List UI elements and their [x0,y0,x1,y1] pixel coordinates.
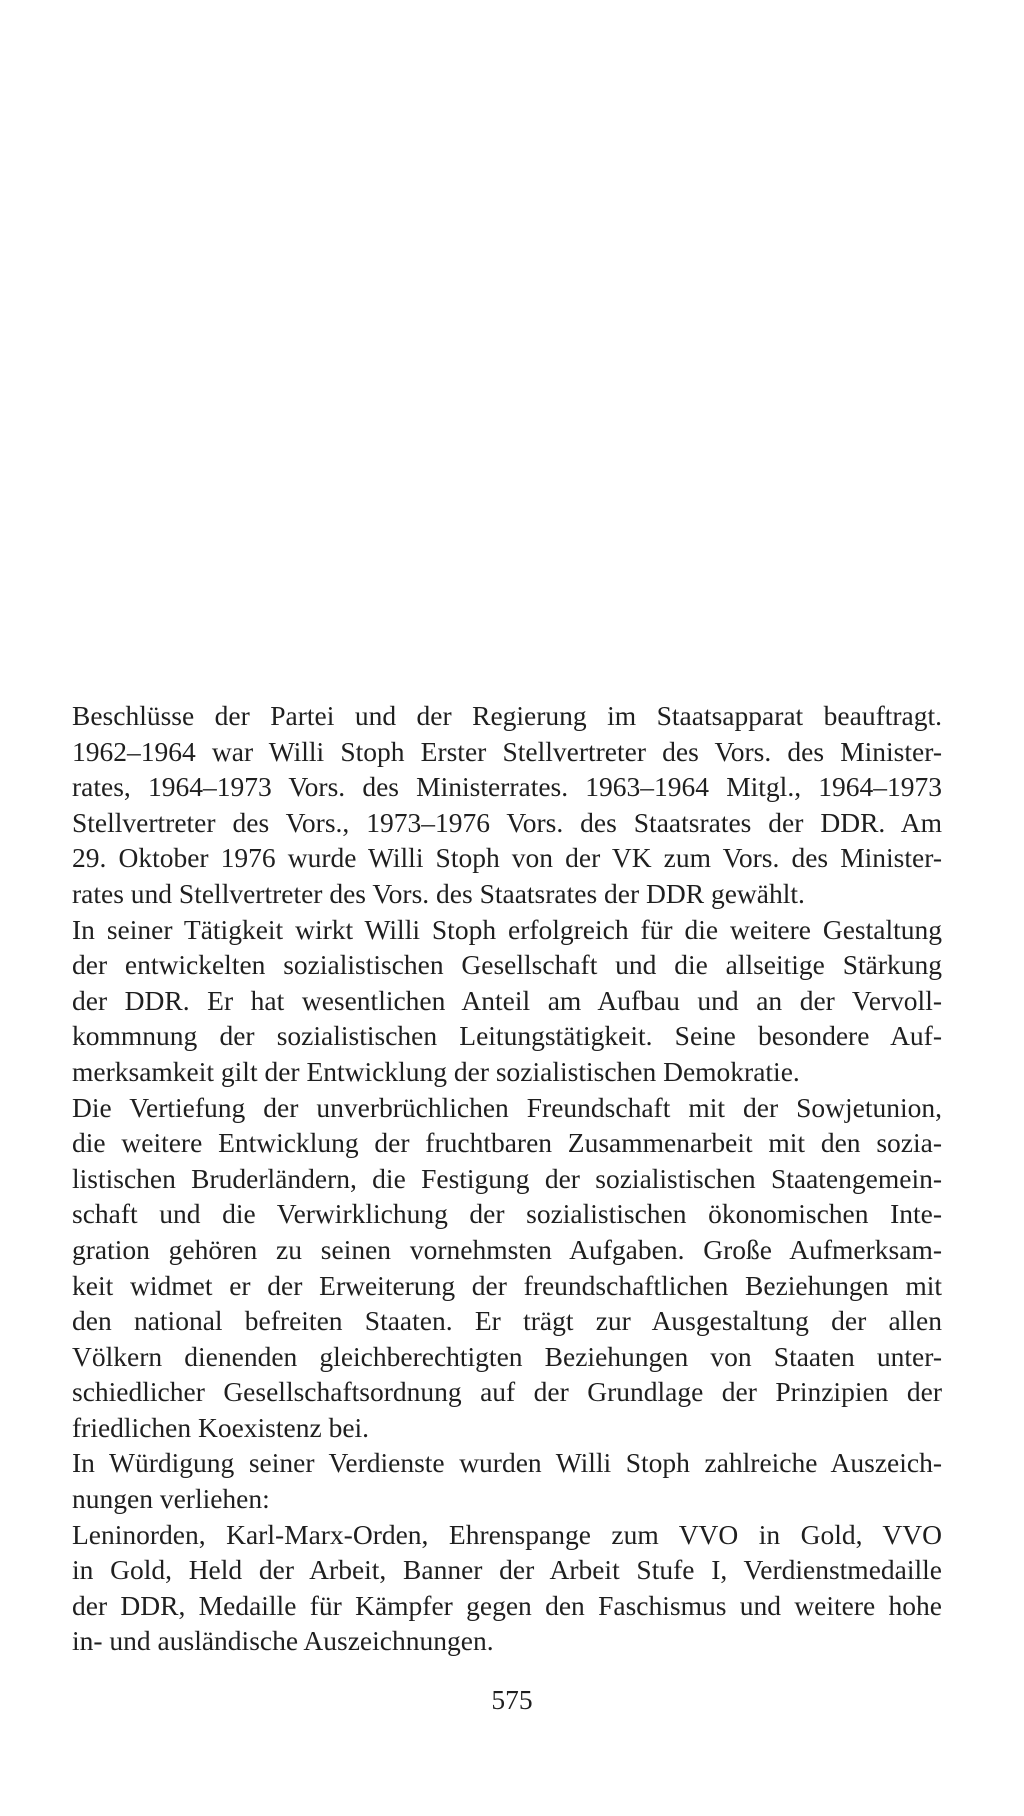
paragraph-foreign-relations [72,1090,942,1446]
paragraph-honors-intro [72,1445,942,1516]
text-line: kommnung der sozialistischen Leitungstätigkeit. Seine besondere Auf- [72,1020,942,1052]
text-line: 29. Oktober 1976 wurde Willi Stoph von der VK zum Vors. des Minister- [72,842,942,874]
text-line: Die Vertiefung der unverbrüchlichen Freundschaft mit der Sowjetunion, [72,1091,942,1123]
text-line: schaft und die Verwirklichung der sozialistischen ökonomischen Inte- [72,1198,942,1230]
page-number: 575 [491,1684,533,1715]
text-line: in Gold, Held der Arbeit, Banner der Arbeit Stufe I, Verdienstmedaille [72,1554,942,1586]
text-line: Völkern dienenden gleichberechtigten Beziehungen von Staaten unter- [72,1340,942,1372]
paragraph-honors-list [72,1517,942,1659]
text-line: merksamkeit gilt der Entwicklung der sozialistischen Demokratie. [72,1055,800,1087]
text-line: 1962–1964 war Willi Stoph Erster Stellvertreter des Vors. des Minister- [72,735,942,767]
text-line: In seiner Tätigkeit wirkt Willi Stoph erfolgreich für die weitere Gestaltung [72,913,942,945]
text-line: den national befreiten Staaten. Er trägt zur Ausgestaltung der allen [72,1305,942,1337]
paragraph-career [72,698,942,912]
text-line: der entwickelten sozialistischen Gesellschaft und die allseitige Stärkung [72,949,942,981]
text-line: listischen Bruderländern, die Festigung der sozialistischen Staatengemein- [72,1162,942,1194]
text-line: in- und ausländische Auszeichnungen. [72,1625,494,1657]
text-line: keit widmet er der Erweiterung der freundschaftlichen Beziehungen mit [72,1269,942,1301]
text-line: rates, 1964–1973 Vors. des Ministerrates. 1963–1964 Mitgl., 1964–1973 [72,771,942,803]
text-line: die weitere Entwicklung der fruchtbaren Zusammenarbeit mit den sozia- [72,1127,942,1159]
text-line: rates und Stellvertreter des Vors. des Staatsrates der DDR gewählt. [72,877,805,909]
text-line: Leninorden, Karl-Marx-Orden, Ehrenspange zum VVO in Gold, VVO [72,1518,942,1550]
body-text [72,698,942,1659]
text-line: der DDR, Medaille für Kämpfer gegen den Faschismus und weitere hohe [72,1589,942,1621]
paragraph-activity [72,912,942,1090]
text-line: gration gehören zu seinen vornehmsten Aufgaben. Große Aufmerksam- [72,1233,942,1265]
text-line: der DDR. Er hat wesentlichen Anteil am Aufbau und an der Vervoll- [72,984,942,1016]
text-line: Stellvertreter des Vors., 1973–1976 Vors. des Staatsrates der DDR. Am [72,806,942,838]
text-line: schiedlicher Gesellschaftsordnung auf der Grundlage der Prinzipien der [72,1376,942,1408]
text-line: friedlichen Koexistenz bei. [72,1411,370,1443]
text-line: nungen verliehen: [72,1483,270,1515]
text-line: Beschlüsse der Partei und der Regierung im Staatsapparat beauftragt. [72,700,942,731]
text-line: In Würdigung seiner Verdienste wurden Willi Stoph zahlreiche Auszeich- [72,1447,942,1479]
